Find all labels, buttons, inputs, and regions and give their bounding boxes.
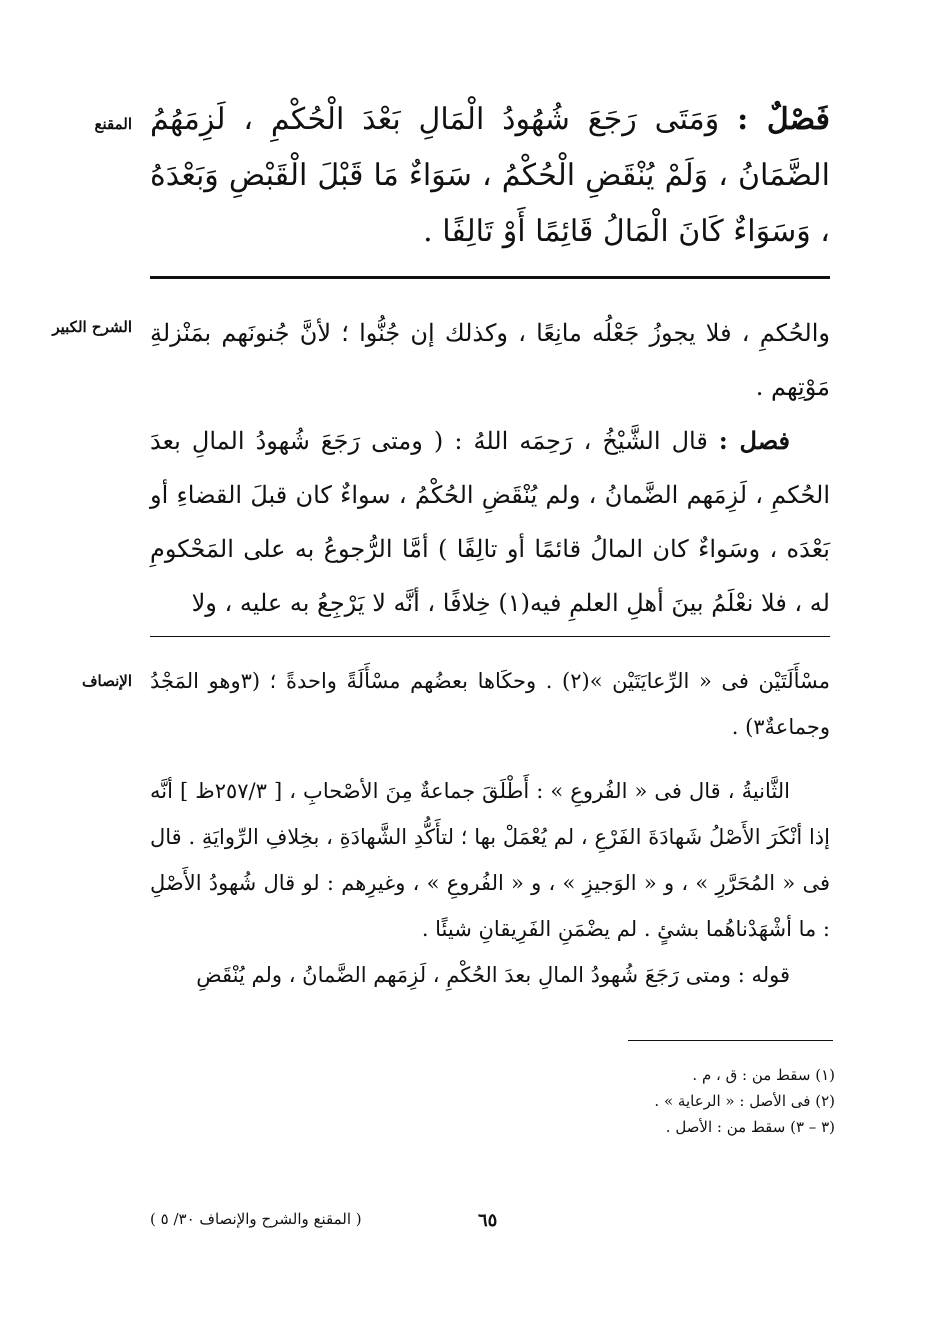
muqni-heading: فَصْلٌ :: [737, 102, 830, 137]
insaf-paragraph: مسْأَلَتَيْن فى « الرِّعايَتَيْن »(٢) . وحكَاها بعضُهم مسْأَلَةً واحدةً ؛ (٣وهو المَجْدُ وجماعةٌ٣) .: [150, 669, 830, 739]
sharh-side-label: الشرح الكبير: [52, 318, 132, 336]
sharh-divider: [150, 636, 830, 637]
insaf-paragraph: قوله : ومتى رَجَعَ شُهودُ المالِ بعدَ الحُكْمِ ، لَزِمَهم الضَّمانُ ، ولم يُنْقَضِ: [196, 963, 790, 987]
muqni-divider: [150, 276, 830, 279]
insaf-text-block: [150, 658, 830, 998]
signature-mark: ( المقنع والشرح والإنصاف ٣٠/ ٥ ): [150, 1210, 362, 1228]
sharh-paragraph: [150, 414, 830, 630]
muqni-text: وَمَتَى رَجَعَ شُهُودُ الْمَالِ بَعْدَ الْحُكْمِ ، لَزِمَهُمُ الضَّمَانُ ، وَلَمْ يُنْقَضِ الْحُكْمُ ، سَوَاءٌ مَا قَبْلَ الْقَبْضِ وَبَعْدَهُ ، وَسَوَاءٌ كَانَ الْمَالُ قَائِمًا أَوْ تَالِفًا .: [150, 102, 830, 249]
footnote: (٢) فى الأصل : « الرعاية » .: [654, 1092, 835, 1110]
sharh-heading: فصل :: [718, 426, 791, 455]
sharh-paragraph: والحُكمِ ، فلا يجوزُ جَعْلُه مانِعًا ، وكذلك إن جُنُّوا ؛ لأنَّ جُنونَهم بمَنْزلةِ مَوْتِهم .: [150, 319, 830, 401]
sharh-text: قال الشَّيْخُ ، رَحِمَه اللهُ : ( ومتى رَجَعَ شُهودُ المالِ بعدَ الحُكمِ ، لَزِمَهم الضَّمانُ ، ولم يُنْقَضِ الحُكْمُ ، سواءٌ كان قبلَ القضاءِ أو بَعْدَه ، وسَواءٌ كان المالُ قائمًا أو تالِفًا ) أمَّا الرُّجوعُ به على المَحْكومِ له ، فلا نعْلَمُ بينَ أهلِ العلمِ فيه(١) خِلافًا ، أنَّه لا يَرْجِعُ به عليه ، ولا: [150, 427, 830, 617]
insaf-side-label: الإنصاف: [81, 672, 132, 690]
footnote: (٣ – ٣) سقط من : الأصل .: [665, 1118, 835, 1136]
sharh-text-block: [150, 306, 830, 630]
muqni-text-block: [150, 92, 830, 260]
page-number: ٦٥: [478, 1210, 498, 1231]
footnote-divider: [628, 1040, 833, 1041]
muqni-side-label: المقنع: [94, 115, 132, 133]
footnote: (١) سقط من : ق ، م .: [692, 1066, 835, 1084]
footnotes: [560, 1062, 835, 1140]
insaf-paragraph: الثَّانيةُ ، قال فى « الفُروعِ » : أَطْلَقَ جماعةٌ مِنَ الأصْحابِ ، [ ٢٥٧/٣ظ ] أنَّه إذا أنْكَرَ الأَصْلُ شَهادَةَ الفَرْعِ ، لم يُعْمَلْ بها ؛ لتأَكُّدِ الشَّهادَةِ ، بخِلافِ الرِّوايَةِ . قال فى « المُحَرَّرِ » ، و « الوَجيزِ » ، و « الفُروعِ » ، وغيرِهم : لو قال شُهودُ الأَصْلِ : ما أشْهَدْناهُما بشئٍ . لم يضْمَنِ الفَرِيقانِ شيئًا .: [150, 779, 830, 941]
